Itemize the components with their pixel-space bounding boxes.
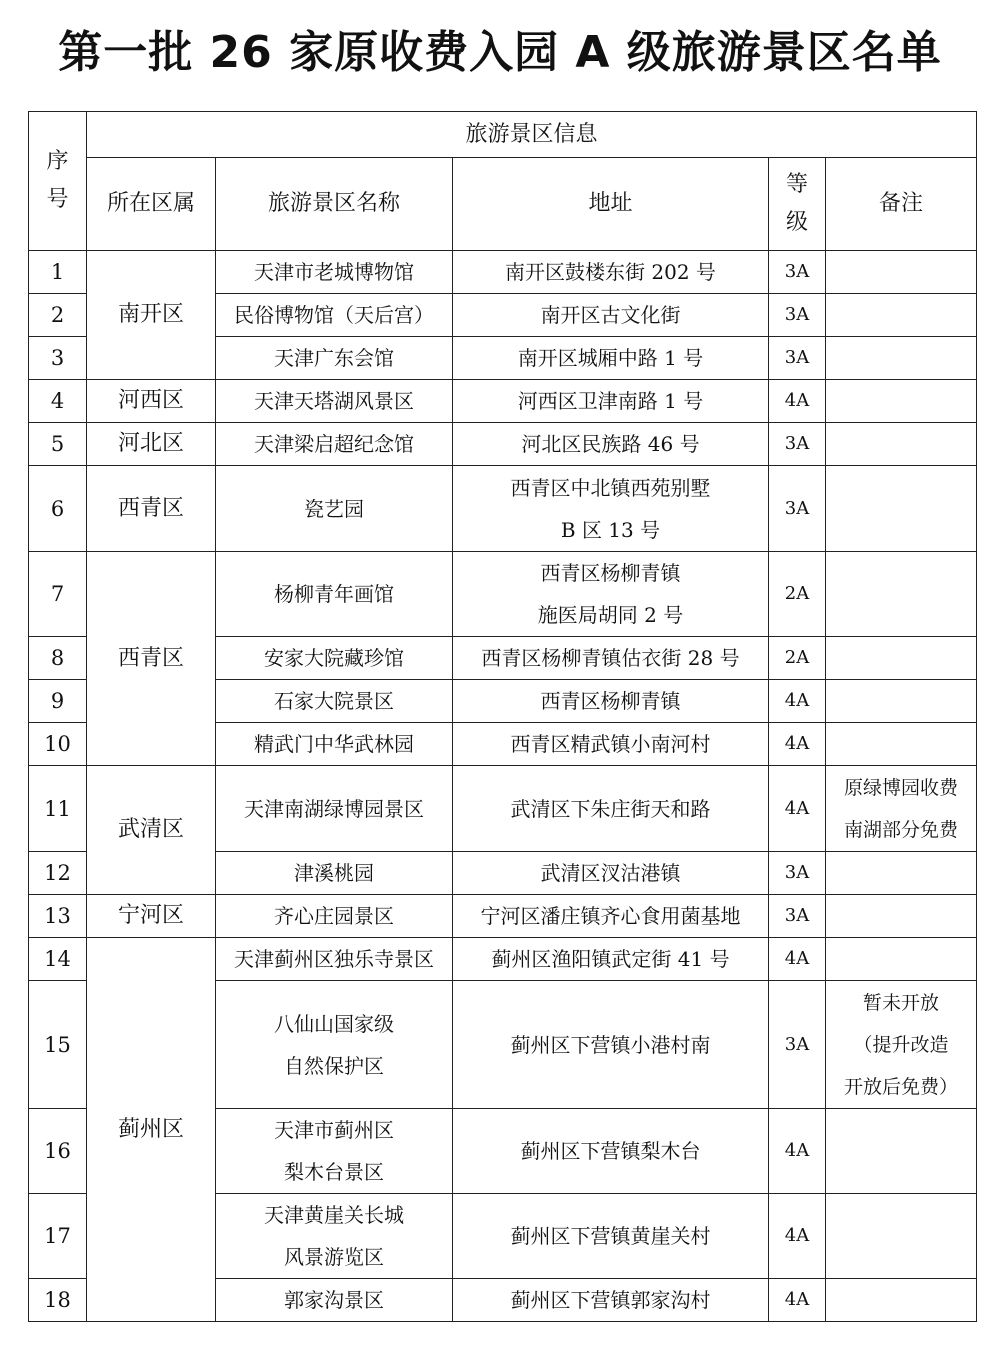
cell-seq: 9	[29, 680, 87, 723]
cell-address	[453, 981, 769, 1109]
cell-address-line: 宁河区潘庄镇齐心食用菌基地	[480, 904, 741, 928]
cell-note	[826, 895, 977, 938]
cell-address-line: 蓟州区下营镇郭家沟村	[510, 1288, 711, 1312]
table-row	[29, 466, 977, 552]
cell-name-line: 自然保护区	[284, 1053, 384, 1078]
cell-note	[826, 938, 977, 981]
table-row	[29, 895, 977, 938]
cell-seq: 7	[29, 552, 87, 637]
cell-address-line: 蓟州区下营镇小港村南	[510, 1032, 711, 1057]
cell-address	[453, 466, 769, 552]
cell-name	[216, 380, 453, 423]
cell-address	[453, 766, 769, 852]
cell-note	[826, 380, 977, 423]
cell-name-line: 郭家沟景区	[284, 1288, 384, 1312]
cell-address	[453, 1109, 769, 1194]
cell-seq: 8	[29, 637, 87, 680]
cell-district: 西青区	[87, 466, 216, 552]
cell-address-line: 河西区卫津南路 1 号	[517, 389, 704, 413]
table-row	[29, 938, 977, 981]
cell-seq: 17	[29, 1194, 87, 1279]
cell-level: 3A	[769, 852, 826, 895]
cell-level: 4A	[769, 1109, 826, 1194]
header-district: 所在区属	[87, 158, 216, 251]
cell-level: 4A	[769, 1279, 826, 1322]
cell-note-line: 原绿博园收费	[844, 776, 959, 799]
cell-note	[826, 552, 977, 637]
cell-name	[216, 680, 453, 723]
cell-level: 3A	[769, 895, 826, 938]
cell-note	[826, 637, 977, 680]
scenic-area-table	[28, 111, 977, 1322]
cell-name-line: 天津市蓟州区	[274, 1118, 394, 1142]
cell-seq: 15	[29, 981, 87, 1109]
cell-name-line: 齐心庄园景区	[274, 904, 394, 928]
header-level: 等 级	[769, 158, 826, 251]
cell-name	[216, 466, 453, 552]
table-row	[29, 380, 977, 423]
page-title: 第一批 26 家原收费入园 A 级旅游景区名单	[58, 27, 942, 78]
cell-seq: 18	[29, 1279, 87, 1322]
cell-district: 西青区	[87, 552, 216, 766]
cell-note-line: 南湖部分免费	[844, 818, 959, 841]
cell-address	[453, 938, 769, 981]
cell-seq: 5	[29, 423, 87, 466]
header-name: 旅游景区名称	[216, 158, 453, 251]
table-row	[29, 552, 977, 637]
cell-note	[826, 294, 977, 337]
cell-district: 武清区	[87, 766, 216, 895]
cell-name	[216, 938, 453, 981]
cell-name	[216, 852, 453, 895]
cell-name-line: 石家大院景区	[274, 689, 394, 713]
cell-address-line: 南开区古文化街	[540, 303, 681, 327]
cell-name	[216, 895, 453, 938]
cell-district: 河北区	[87, 423, 216, 466]
cell-district: 宁河区	[87, 895, 216, 938]
cell-name	[216, 1279, 453, 1322]
cell-seq: 11	[29, 766, 87, 852]
cell-name	[216, 423, 453, 466]
cell-name-line: 瓷艺园	[304, 496, 364, 521]
cell-district: 南开区	[87, 251, 216, 380]
cell-seq: 4	[29, 380, 87, 423]
cell-name	[216, 637, 453, 680]
cell-name-line: 天津市老城博物馆	[254, 260, 414, 284]
table-row	[29, 251, 977, 294]
cell-note	[826, 466, 977, 552]
cell-address-line: 西青区杨柳青镇	[540, 689, 681, 713]
cell-seq: 1	[29, 251, 87, 294]
cell-note-line: （提升改造	[853, 1033, 949, 1056]
table-row	[29, 766, 977, 852]
cell-address	[453, 380, 769, 423]
header-seq: 序 号	[29, 112, 87, 251]
cell-name	[216, 981, 453, 1109]
cell-name	[216, 552, 453, 637]
cell-seq: 2	[29, 294, 87, 337]
cell-name-line: 天津蓟州区独乐寺景区	[234, 947, 434, 971]
cell-address-line: 西青区中北镇西苑别墅	[510, 475, 711, 500]
cell-note-line: 开放后免费）	[844, 1075, 959, 1098]
cell-note	[826, 1279, 977, 1322]
cell-note	[826, 251, 977, 294]
cell-name-line: 安家大院藏珍馆	[264, 646, 404, 670]
cell-address-line: 施医局胡同 2 号	[537, 603, 684, 627]
cell-seq: 3	[29, 337, 87, 380]
cell-name-line: 天津南湖绿博园景区	[244, 796, 424, 821]
cell-level: 3A	[769, 423, 826, 466]
cell-address-line: 河北区民族路 46 号	[521, 432, 700, 456]
cell-level: 3A	[769, 337, 826, 380]
cell-seq: 6	[29, 466, 87, 552]
cell-level: 4A	[769, 680, 826, 723]
table-row	[29, 423, 977, 466]
cell-name	[216, 1109, 453, 1194]
cell-address	[453, 680, 769, 723]
cell-address	[453, 552, 769, 637]
cell-address-line: 西青区杨柳青镇	[540, 561, 681, 585]
cell-seq: 16	[29, 1109, 87, 1194]
cell-name-line: 天津天塔湖风景区	[254, 389, 414, 413]
cell-name-line: 八仙山国家级	[274, 1011, 394, 1036]
cell-address-line: 武清区下朱庄街天和路	[510, 796, 711, 821]
cell-name-line: 天津黄崖关长城	[264, 1203, 404, 1227]
cell-name	[216, 766, 453, 852]
cell-address-line: 武清区汊沽港镇	[540, 861, 681, 885]
cell-level: 2A	[769, 552, 826, 637]
cell-level: 4A	[769, 380, 826, 423]
cell-note	[826, 723, 977, 766]
cell-address	[453, 251, 769, 294]
cell-note	[826, 423, 977, 466]
cell-address	[453, 423, 769, 466]
cell-note	[826, 1194, 977, 1279]
cell-level: 4A	[769, 1194, 826, 1279]
cell-level: 4A	[769, 766, 826, 852]
cell-note-line: 暂未开放	[863, 991, 940, 1014]
cell-level: 3A	[769, 294, 826, 337]
cell-name	[216, 337, 453, 380]
cell-address-line: 西青区精武镇小南河村	[510, 732, 711, 756]
cell-name	[216, 1194, 453, 1279]
cell-note	[826, 852, 977, 895]
cell-seq: 12	[29, 852, 87, 895]
cell-note	[826, 981, 977, 1109]
cell-name-line: 天津梁启超纪念馆	[254, 432, 414, 456]
cell-address	[453, 852, 769, 895]
cell-level: 4A	[769, 723, 826, 766]
cell-address-line: 蓟州区下营镇黄崖关村	[510, 1224, 711, 1248]
cell-level: 3A	[769, 251, 826, 294]
cell-name-line: 杨柳青年画馆	[274, 582, 394, 606]
cell-address-line: 蓟州区渔阳镇武定街 41 号	[491, 947, 730, 971]
cell-address	[453, 1279, 769, 1322]
cell-address-line: 蓟州区下营镇梨木台	[520, 1139, 701, 1163]
cell-seq: 13	[29, 895, 87, 938]
cell-address	[453, 637, 769, 680]
cell-name-line: 梨木台景区	[284, 1160, 384, 1184]
header-address: 地址	[453, 158, 769, 251]
cell-address	[453, 294, 769, 337]
cell-address-line: 南开区城厢中路 1 号	[517, 346, 704, 370]
cell-address-line: 西青区杨柳青镇估衣街 28 号	[481, 646, 740, 670]
header-note: 备注	[826, 158, 977, 251]
cell-address	[453, 895, 769, 938]
header-group: 旅游景区信息	[87, 112, 977, 158]
cell-note	[826, 1109, 977, 1194]
cell-name-line: 津溪桃园	[294, 861, 374, 885]
cell-level: 3A	[769, 981, 826, 1109]
cell-note	[826, 337, 977, 380]
cell-name-line: 风景游览区	[284, 1245, 384, 1269]
cell-name	[216, 723, 453, 766]
cell-name	[216, 251, 453, 294]
cell-level: 2A	[769, 637, 826, 680]
cell-district: 河西区	[87, 380, 216, 423]
cell-district: 蓟州区	[87, 938, 216, 1322]
cell-address-line: B 区 13 号	[560, 517, 661, 542]
cell-address	[453, 337, 769, 380]
cell-seq: 10	[29, 723, 87, 766]
cell-level: 3A	[769, 466, 826, 552]
cell-name-line: 天津广东会馆	[274, 346, 394, 370]
cell-name	[216, 294, 453, 337]
cell-name-line: 精武门中华武林园	[254, 732, 414, 756]
cell-address-line: 南开区鼓楼东街 202 号	[505, 260, 716, 284]
cell-address	[453, 723, 769, 766]
cell-note	[826, 680, 977, 723]
cell-level: 4A	[769, 938, 826, 981]
cell-address	[453, 1194, 769, 1279]
cell-name-line: 民俗博物馆（天后宫）	[234, 303, 434, 327]
cell-note	[826, 766, 977, 852]
cell-seq: 14	[29, 938, 87, 981]
